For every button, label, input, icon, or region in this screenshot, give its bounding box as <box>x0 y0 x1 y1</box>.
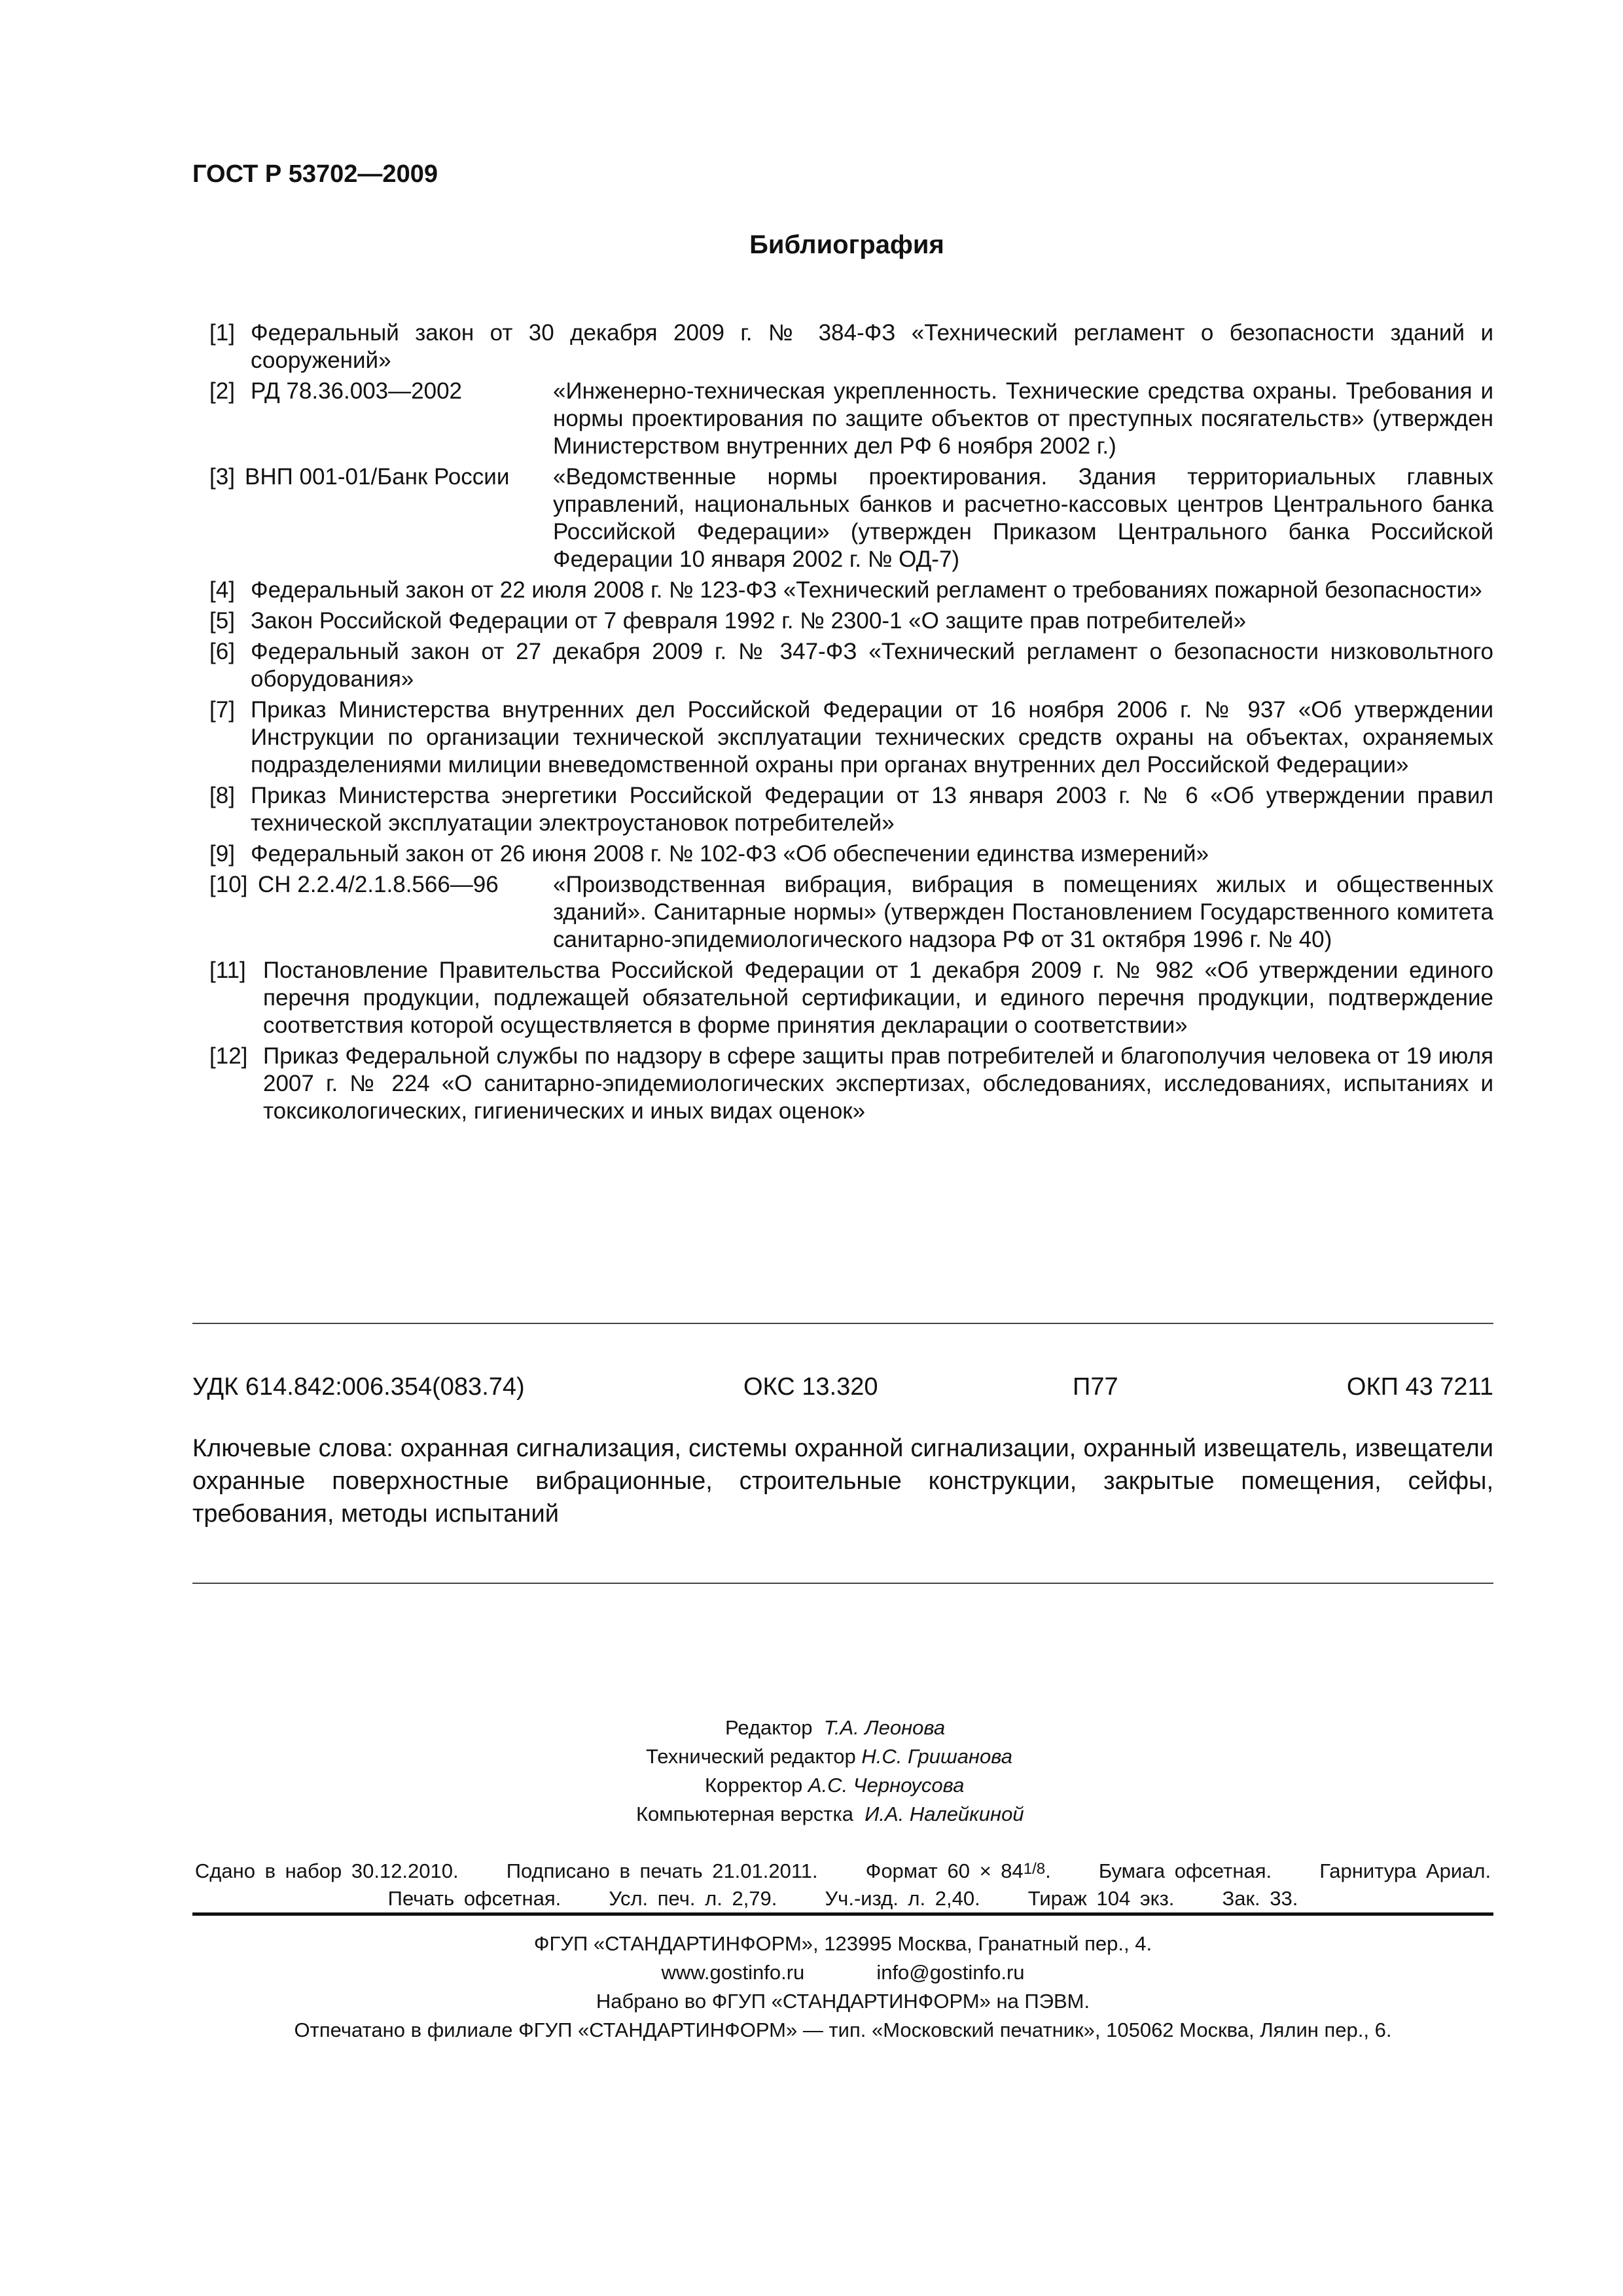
bibliography-entry <box>209 638 1493 693</box>
entry-text: «Производственная вибрация, вибрация в помещениях жилых и общественных зданий». Санитарные нормы» (утвержден Постановлением Государственного комитета санитарно-эпидемиологического надзора РФ от 31 октября 1996 г. № 40) <box>553 872 1493 952</box>
entry-text: Федеральный закон от 22 июля 2008 г. № 123-ФЗ «Технический регламент о требованиях пожарной безопасности» <box>251 577 1482 603</box>
entry-number: [9] <box>209 841 235 867</box>
divider-top <box>192 1323 1493 1324</box>
printing-type: Печать офсетная. <box>387 1887 562 1910</box>
entry-number: [12] <box>209 1043 248 1069</box>
credit-editor <box>725 1713 945 1742</box>
printed-note: Отпечатано в филиале ФГУП «СТАНДАРТИНФОРМ» — тип. «Московский печатник», 105062 Москва, Лялин пер., 6. <box>294 2018 1392 2041</box>
keywords: Ключевые слова: охранная сигнализация, системы охранной сигнализации, охранный извещатель, извещатели охранные поверхностные вибрационные, строительные конструкции, закрытые помещения, сейфы, требования, методы испытаний <box>192 1435 1493 1528</box>
entry-text: Приказ Федеральной службы по надзору в сфере защиты прав потребителей и благополучия человека от 19 июля 2007 г. № 224 «О санитарно-эпидемиологических экспертизах, обследованиях, исследованиях, испытаниях и токсикологических, гигиенических и иных видах оценок» <box>263 1043 1493 1124</box>
credit-corrector <box>705 1771 964 1800</box>
bibliography-entry <box>209 871 1493 954</box>
publisher-website[interactable]: www.gostinfo.ru <box>661 1961 805 1984</box>
print-run: Тираж 104 экз. <box>1027 1887 1175 1910</box>
submitted-date: Сдано в набор 30.12.2010. <box>194 1859 459 1882</box>
entry-text: «Инженерно-техническая укрепленность. Технические средства охраны. Требования и нормы проектирования по защите объектов от преступных посягательств» (утвержден Министерством внутренних дел РФ 6 ноября 2002 г.) <box>553 378 1493 459</box>
entry-number: [5] <box>209 608 235 634</box>
entry-code: СН 2.2.4/2.1.8.566—96 <box>258 872 499 897</box>
bibliography-entry <box>209 463 1493 573</box>
bibliography-entry <box>209 696 1493 779</box>
document-code: ГОСТ Р 53702—2009 <box>192 160 438 188</box>
entry-number: [4] <box>209 577 235 603</box>
publisher-divider <box>192 1912 1493 1916</box>
bibliography-entry <box>209 378 1493 460</box>
typeface: Гарнитура Ариал. <box>1319 1859 1491 1882</box>
bibliography-entry <box>209 607 1493 635</box>
entry-code: ВНП 001-01/Банк России <box>245 464 510 490</box>
section-title: Библиография <box>749 230 944 259</box>
udk-code: УДК 614.842:006.354(083.74) <box>192 1373 525 1401</box>
credit-name: Т.А. Леонова <box>823 1716 946 1739</box>
edition-sheets: Уч.-изд. л. 2,40. <box>825 1887 980 1910</box>
entry-number: [8] <box>209 783 235 808</box>
bibliography-entry <box>209 782 1493 837</box>
entry-number: [7] <box>209 697 235 723</box>
entry-text: Федеральный закон от 30 декабря 2009 г. № 384-ФЗ «Технический регламент о безопасности зданий и сооружений» <box>251 320 1493 373</box>
oks-code: ОКС 13.320 <box>743 1373 878 1401</box>
publisher-email[interactable]: info@gostinfo.ru <box>876 1961 1025 1984</box>
signed-date: Подписано в печать 21.01.2011. <box>506 1859 818 1882</box>
entry-number: [1] <box>209 320 235 346</box>
entry-number: [3] <box>209 464 235 490</box>
bibliography-entry <box>209 319 1493 374</box>
entry-number: [11] <box>209 958 246 983</box>
print-info <box>192 1856 1493 1912</box>
bibliography-entry <box>209 840 1493 868</box>
format-label: Формат 60 × 84 <box>865 1859 1024 1882</box>
entry-number: [2] <box>209 378 235 404</box>
entry-number: [6] <box>209 639 235 664</box>
typeset-note: Набрано во ФГУП «СТАНДАРТИНФОРМ» на ПЭВМ. <box>596 1990 1090 2013</box>
bibliography-entry <box>209 1043 1493 1125</box>
credit-role: Корректор <box>705 1774 803 1797</box>
entry-text: Приказ Министерства внутренних дел Российской Федерации от 16 ноября 2006 г. № 937 «Об утверждении Инструкции по организации технической эксплуатации технических средств охраны на объектах, охраняемых подразделениями милиции вневедомственной охраны при органах внутренних дел Российской Федерации» <box>251 697 1493 778</box>
publisher-address: ФГУП «СТАНДАРТИНФОРМ», 123995 Москва, Гранатный пер., 4. <box>533 1932 1152 1955</box>
bibliography-entry <box>209 577 1493 604</box>
divider-bottom <box>192 1583 1493 1584</box>
okp-code: ОКП 43 7211 <box>1346 1373 1493 1401</box>
classification-row <box>192 1373 1493 1406</box>
print-info-line-2 <box>192 1885 1493 1912</box>
publisher-info <box>192 1929 1493 2045</box>
entry-text: «Ведомственные нормы проектирования. Здания территориальных главных управлений, национальных банков и расчетно-кассовых центров Центрального банка Российской Федерации» (утвержден Приказом Центрального банка Российской Федерации 10 января 2002 г. № ОД-7) <box>553 464 1493 572</box>
entry-text: Федеральный закон от 27 декабря 2009 г. № 347-ФЗ «Технический регламент о безопасности низковольтного оборудования» <box>251 639 1493 692</box>
credit-role: Компьютерная верстка <box>636 1803 853 1825</box>
entry-number: [10] <box>209 872 248 897</box>
entry-text: Федеральный закон от 26 июня 2008 г. № 102-ФЗ «Об обеспечении единства измерений» <box>251 841 1209 867</box>
format-fraction: 1/8 <box>1023 1860 1046 1878</box>
print-info-line-1: Сдано в набор 30.12.2010. Подписано в печать 21.01.2011. Формат 60 × 841/8. Бумага офсетная. Гарнитура Ариал. <box>194 1859 1491 1882</box>
p-code: П77 <box>1073 1373 1118 1401</box>
bibliography-entry <box>209 957 1493 1039</box>
entry-text: Закон Российской Федерации от 7 февраля 1992 г. № 2300-1 «О защите прав потребителей» <box>251 608 1247 634</box>
entry-code: РД 78.36.003—2002 <box>251 378 462 404</box>
credit-role: Редактор <box>725 1716 813 1739</box>
credit-tech-editor <box>646 1742 1012 1771</box>
order-number: Зак. 33. <box>1222 1887 1298 1910</box>
credit-layout <box>636 1800 1024 1829</box>
credit-role: Технический редактор <box>646 1745 856 1768</box>
printed-sheets: Усл. печ. л. 2,79. <box>609 1887 777 1910</box>
credit-name: Н.С. Гришанова <box>861 1745 1012 1768</box>
publisher-contacts <box>192 1958 1493 1987</box>
bibliography-list <box>209 319 1493 1128</box>
credit-name: А.С. Черноусова <box>808 1774 965 1797</box>
entry-text: Приказ Министерства энергетики Российской Федерации от 13 января 2003 г. № 6 «Об утверждении правил технической эксплуатации электроустановок потребителей» <box>251 783 1493 836</box>
paper-type: Бумага офсетная. <box>1098 1859 1272 1882</box>
entry-text: Постановление Правительства Российской Федерации от 1 декабря 2009 г. № 982 «Об утверждении единого перечня продукции, подлежащей обязательной сертификации, и единого перечня продукции, подтверждение соответствия которой осуществляется в форме принятия декларации о соответствии» <box>263 958 1493 1038</box>
credit-name: И.А. Налейкиной <box>865 1803 1024 1825</box>
